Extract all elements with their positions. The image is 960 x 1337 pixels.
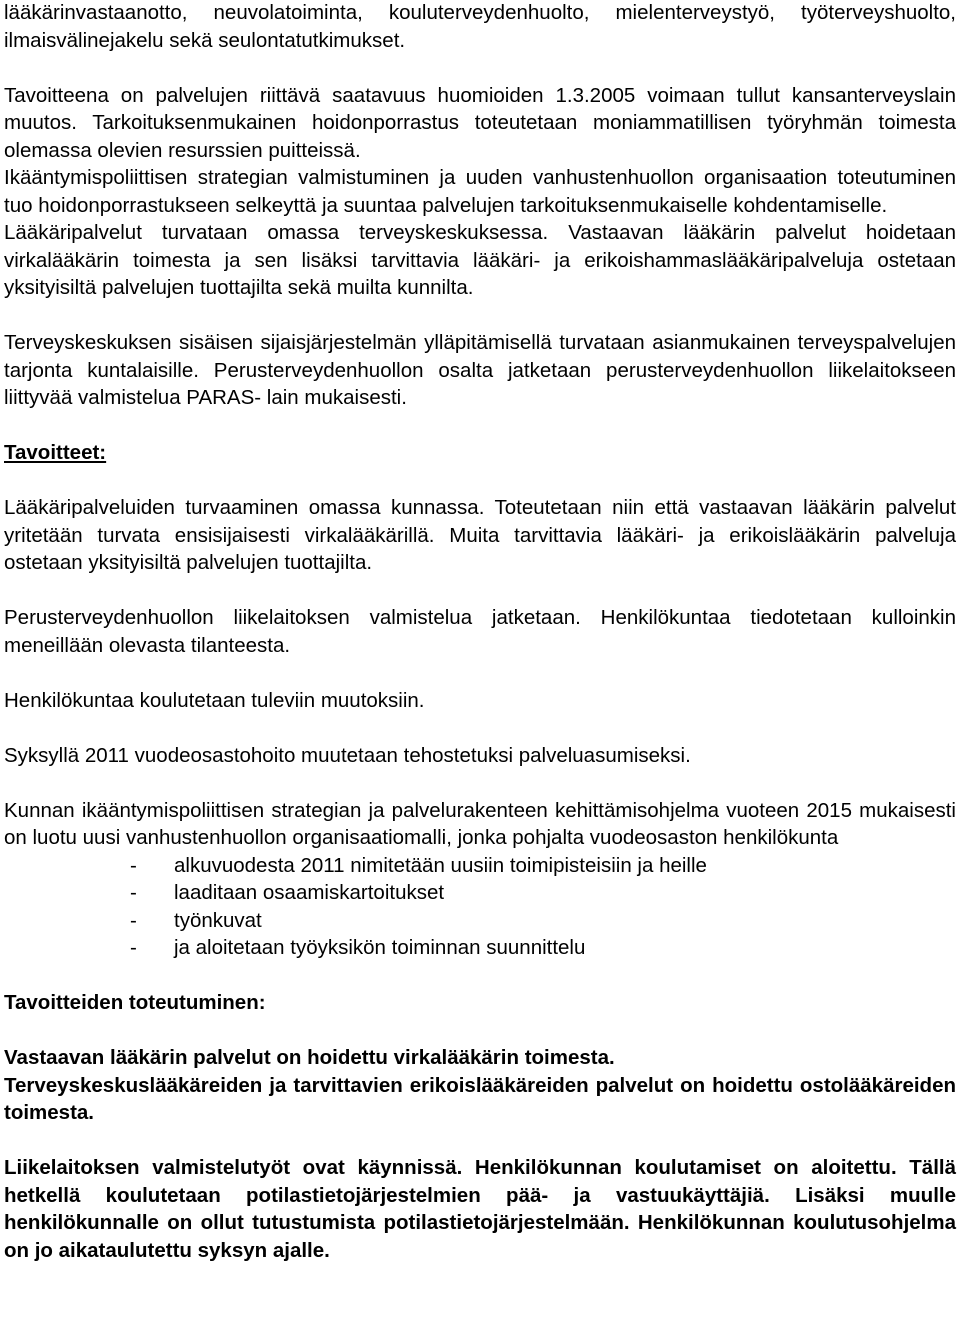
paragraph-services-list: lääkärinvastaanotto, neuvolatoiminta, kouluterveydenhuolto, mielenterveystyö, työterveyshuolto, ilmaisvälinejakelu sekä seulontatutkimukset. bbox=[4, 1, 956, 52]
paragraph-substitute-system: Terveyskeskuksen sisäisen sijaisjärjestelmän ylläpitämisellä turvataan asianmukainen terveyspalvelujen tarjonta kuntalaisille. Perusterveydenhuollon osalta jatketaan perusterveydenhuollon liikelaitokseen liittyvää valmistelua PARAS- lain mukaisesti. bbox=[4, 331, 956, 409]
list-item-text: laaditaan osaamiskartoitukset bbox=[174, 881, 445, 904]
goal-organisation-model: Kunnan ikääntymispoliittisen strategian ja palvelurakenteen kehittämisohjelma vuoteen 2015 mukaisesti on luotu uusi vanhustenhuollon organisaatiomalli, jonka pohjalta vuodeosaston henkilökunta bbox=[4, 798, 956, 849]
dash-list bbox=[4, 852, 956, 962]
paragraph-gap bbox=[4, 659, 956, 687]
paragraph-gap bbox=[4, 1017, 956, 1045]
paragraph-gap bbox=[4, 577, 956, 605]
goal-public-enterprise: Perusterveydenhuollon liikelaitoksen valmistelua jatketaan. Henkilökuntaa tiedotetaan kulloinkin meneillään olevasta tilanteesta. bbox=[4, 606, 956, 657]
list-item bbox=[4, 907, 956, 935]
paragraph-goal-availability: Tavoitteena on palvelujen riittävä saatavuus huomioiden 1.3.2005 voimaan tullut kansanterveyslain muutos. Tarkoituksenmukainen hoidonporrastus toteutetaan moniammatillisen työryhmän toimesta olemassa olevien resurssien puitteissä. bbox=[4, 83, 956, 162]
dash-marker: - bbox=[130, 853, 137, 877]
document-page bbox=[4, 0, 956, 1264]
paragraph-gap bbox=[4, 962, 956, 990]
paragraph-gap bbox=[4, 302, 956, 330]
list-item bbox=[4, 852, 956, 880]
list-item bbox=[4, 934, 956, 962]
result-purchased-doctors: Terveyskeskuslääkäreiden ja tarvittavien erikoislääkäreiden palvelut on hoidettu ostolääkäreiden toimesta. bbox=[4, 1073, 956, 1124]
paragraph-gap bbox=[4, 769, 956, 797]
paragraph-ageing-strategy: Ikääntymispoliittisen strategian valmistuminen ja uuden vanhustenhuollon organisaation toteutuminen tuo hoidonporrastukseen selkeyttä ja suuntaa palvelujen tarkoituksenmukaiselle kohdentamiselle. bbox=[4, 166, 956, 217]
goal-staff-training: Henkilökuntaa koulutetaan tuleviin muutoksiin. bbox=[4, 688, 425, 712]
paragraph-gap bbox=[4, 1127, 956, 1155]
list-item bbox=[4, 879, 956, 907]
heading-tavoitteiden-toteutuminen: Tavoitteiden toteutuminen: bbox=[4, 991, 266, 1014]
dash-marker: - bbox=[130, 908, 137, 932]
paragraph-gap bbox=[4, 467, 956, 495]
heading-tavoitteet: Tavoitteet: bbox=[4, 441, 107, 464]
list-item-text: ja aloitetaan työyksikön toiminnan suunnittelu bbox=[174, 936, 586, 959]
paragraph-gap bbox=[4, 412, 956, 440]
paragraph-gap bbox=[4, 714, 956, 742]
paragraph-doctor-services: Lääkäripalvelut turvataan omassa terveyskeskuksessa. Vastaavan lääkärin palvelut hoidetaan virkalääkärin toimesta ja sen lisäksi tarvittavia lääkäri- ja erikoishammaslääkäripalveluja ostetaan yksityisiltä palvelujen tuottajilta sekä muilta kunnilta. bbox=[4, 221, 956, 299]
list-item-text: alkuvuodesta 2011 nimitetään uusiin toimipisteisiin ja heille bbox=[174, 853, 707, 877]
result-preparation-training: Liikelaitoksen valmistelutyöt ovat käynnissä. Henkilökunnan koulutamiset on aloitettu. Tällä hetkellä koulutetaan potilastietojärjestelmien pää- ja vastuukäyttäjiä. Lisäksi muulle henkilökunnalle on ollut tutustumista potilastietojärjestelmään. Henkilökunnan koulutusohjelma on jo aikataulutettu syksyn ajalle. bbox=[4, 1156, 956, 1262]
paragraph-gap bbox=[4, 54, 956, 82]
dash-marker: - bbox=[130, 881, 137, 904]
result-chief-doctor: Vastaavan lääkärin palvelut on hoidettu virkalääkärin toimesta. bbox=[4, 1046, 615, 1069]
goal-ward-change: Syksyllä 2011 vuodeosastohoito muutetaan tehostetuksi palveluasumiseksi. bbox=[4, 743, 691, 767]
goal-doctor-services: Lääkäripalveluiden turvaaminen omassa kunnassa. Toteutetaan niin että vastaavan lääkärin palvelut yritetään turvata ensisijaisesti virkalääkärillä. Muita tarvittavia lääkäri- ja erikoislääkärin palveluja ostetaan yksityisiltä palvelujen tuottajilta. bbox=[4, 496, 956, 574]
dash-marker: - bbox=[130, 936, 137, 959]
list-item-text: työnkuvat bbox=[174, 908, 262, 932]
